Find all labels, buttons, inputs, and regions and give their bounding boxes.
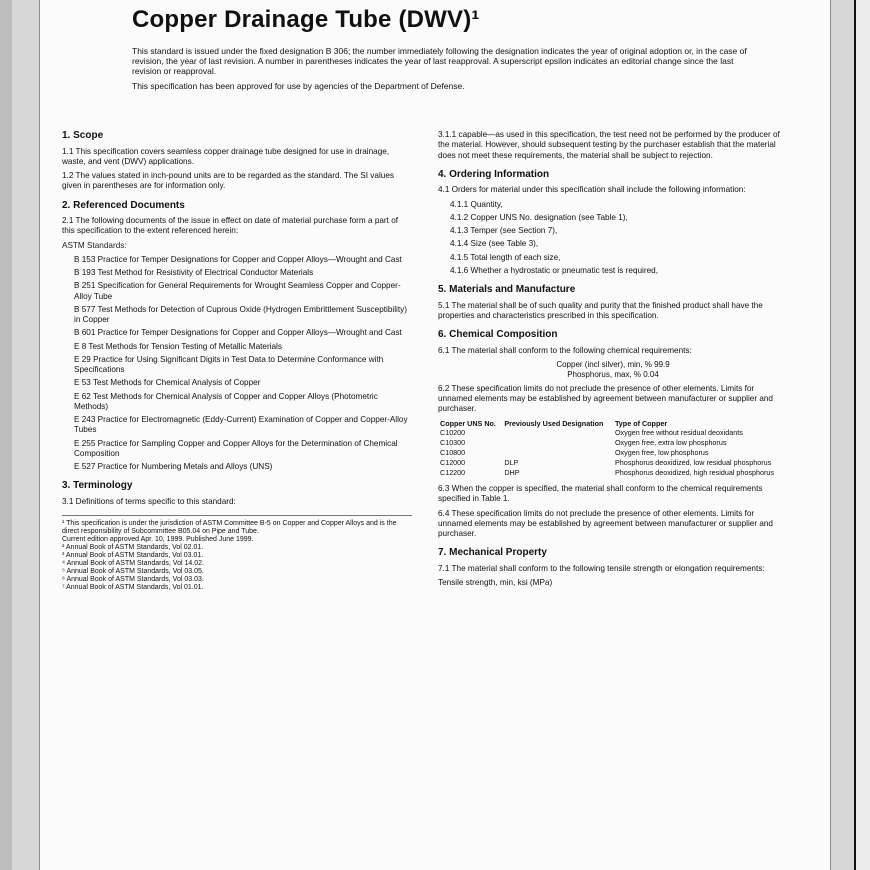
section-heading: 6. Chemical Composition — [438, 329, 558, 340]
section-materials-and-manufacture — [438, 284, 788, 321]
section-paragraph: Tensile strength, min, ksi (MPa) — [438, 578, 553, 588]
table-cell: C12000 — [440, 458, 466, 468]
footnote: Current edition approved Apr. 10, 1999. Published June 1999. — [62, 536, 254, 544]
table-header-cell: Type of Copper — [614, 418, 668, 428]
section-heading: 2. Referenced Documents — [62, 199, 185, 211]
reference-item: B 601 Practice for Temper Designations for Copper and Copper Alloys—Wrought and Cast — [74, 328, 402, 338]
footnote: ⁴ Annual Book of ASTM Standards, Vol 14.02. — [62, 560, 204, 568]
table-header-cell: Previously Used Designation — [504, 418, 604, 428]
table-cell: DHP — [504, 468, 520, 478]
section-paragraph: 6.4 These specification limits do not preclude the presence of other elements. Limits for unnamed elements may be established by agreement between manufacturer or supplier and purchaser. — [438, 508, 773, 539]
table-cell: Oxygen free, low phosphorus — [614, 448, 709, 458]
reference-item: B 193 Test Method for Resistivity of Electrical Conductor Materials — [74, 268, 314, 277]
footnote: ¹ This specification is under the jurisdiction of ASTM Committee B-5 on Copper and Copper Alloys and is the direct responsibility of Subcommittee B05.04 on Pipe and Tube. — [62, 520, 397, 536]
table-row — [438, 458, 788, 468]
section-scope — [62, 130, 412, 192]
table-row — [438, 468, 788, 478]
footnote: ³ Annual Book of ASTM Standards, Vol 03.01. — [62, 552, 204, 560]
section-paragraph: 6.2 These specification limits do not preclude the presence of other elements. Limits for unnamed elements may be established by agreement between manufacturer or supplier and purchaser. — [438, 383, 773, 414]
abstract — [132, 46, 752, 96]
section-heading: 5. Materials and Manufacture — [438, 284, 576, 295]
chemical-line: Phosphorus, max, % 0.04 — [567, 369, 659, 379]
reference-item: E 62 Test Methods for Chemical Analysis of Copper and Copper Alloys (Photometric Methods) — [74, 391, 378, 411]
table-header-row — [438, 419, 788, 429]
section-paragraph: 6.3 When the copper is specified, the material shall conform to the chemical requirements specified in Table 1. — [438, 484, 763, 504]
left-column — [62, 130, 412, 592]
section-heading: 3. Terminology — [62, 480, 133, 492]
table-row — [438, 448, 788, 458]
reference-item: E 243 Practice for Electromagnetic (Eddy-Current) Examination of Copper and Copper-Alloy Tubes — [74, 415, 408, 435]
copper-types-table — [438, 419, 788, 479]
section-heading: 7. Mechanical Property — [438, 547, 547, 559]
section-referenced-documents — [62, 200, 412, 473]
footnote: ⁷ Annual Book of ASTM Standards, Vol 01.01. — [62, 584, 204, 592]
left-scroll-rail[interactable] — [0, 0, 12, 870]
section-subheading: ASTM Standards: — [62, 240, 127, 250]
chemical-line: Copper (incl silver), min, % 99.9 — [556, 359, 670, 369]
ordering-item: 4.1.1 Quantity, — [450, 199, 503, 209]
abstract-paragraph-2: This specification has been approved for use by agencies of the Department of Defense. — [132, 81, 465, 92]
table-cell: C12200 — [440, 468, 466, 478]
section-paragraph: 1.2 The values stated in inch-pound units are to be regarded as the standard. The SI values given in parentheses are for information only. — [62, 171, 394, 191]
ordering-item: 4.1.6 Whether a hydrostatic or pneumatic test is required, — [450, 265, 658, 275]
section-heading: 1. Scope — [62, 130, 104, 141]
table-header-cell: Copper UNS No. — [440, 418, 496, 428]
reference-item: E 53 Test Methods for Chemical Analysis of Copper — [74, 378, 261, 388]
section-paragraph: 3.1.1 capable—as used in this specification, the test need not be performed by the producer of the material. However, should subsequent testing by the purchaser establish that the material does not meet these requirements, the material shall be subject to rejection. — [438, 130, 780, 160]
footnotes — [62, 515, 412, 592]
table-cell: Phosphorus deoxidized, high residual phosphorus — [614, 468, 774, 478]
section-paragraph: 2.1 The following documents of the issue in effect on date of material purchase form a part of this specification to the extent referenced herein: — [62, 216, 399, 236]
right-column — [438, 130, 788, 596]
table-row — [438, 428, 788, 438]
table-cell: Oxygen free without residual deoxidants — [614, 428, 743, 438]
section-heading: 4. Ordering Information — [438, 168, 550, 180]
table-row — [438, 438, 788, 448]
footnote: ⁵ Annual Book of ASTM Standards, Vol 03.05. — [62, 568, 204, 576]
right-scroll-rail[interactable] — [854, 0, 870, 870]
section-paragraph: 6.1 The material shall conform to the following chemical requirements: — [438, 345, 692, 355]
table-cell: C10800 — [440, 448, 466, 458]
section-paragraph: 7.1 The material shall conform to the following tensile strength or elongation requirements: — [438, 563, 765, 573]
document-page — [40, 0, 830, 870]
reference-item: B 251 Specification for General Requirements for Wrought Seamless Copper and Copper-Alloy Tube — [74, 281, 401, 301]
reference-item: B 577 Test Methods for Detection of Cuprous Oxide (Hydrogen Embrittlement Susceptibility) in Copper — [74, 304, 407, 324]
reference-item: E 8 Test Methods for Tension Testing of Metallic Materials — [74, 341, 282, 351]
section-chemical-composition — [438, 329, 788, 539]
table-cell: DLP — [504, 458, 519, 468]
abstract-paragraph-1: This standard is issued under the fixed designation B 306; the number immediately following the designation indicates the year of original adoption or, in the case of revision, the year of last revision. A number in parentheses indicates the year of last reapproval. A superscript epsilon indicates an editorial change since the last revision or reapproval. — [132, 46, 747, 77]
chemical-requirements — [438, 360, 788, 380]
reference-item: E 527 Practice for Numbering Metals and Alloys (UNS) — [74, 462, 273, 471]
section-mechanical-property — [438, 547, 788, 588]
section-paragraph: 5.1 The material shall be of such quality and purity that the finished product shall have the properties and characteristics prescribed in this specification. — [438, 300, 763, 320]
table-cell: C10300 — [440, 438, 466, 448]
section-paragraph: 3.1 Definitions of terms specific to this standard: — [62, 496, 236, 506]
reference-item: E 255 Practice for Sampling Copper and Copper Alloys for the Determination of Chemical Composition — [74, 438, 398, 458]
ordering-item: 4.1.2 Copper UNS No. designation (see Table 1), — [450, 212, 628, 222]
document-title: Copper Drainage Tube (DWV)¹ — [132, 6, 480, 33]
section-3-1-1 — [438, 130, 788, 161]
table-cell — [502, 448, 613, 458]
section-terminology — [62, 480, 412, 507]
reference-item: E 29 Practice for Using Significant Digits in Test Data to Determine Conformance with Specifications — [74, 354, 384, 374]
table-cell: Oxygen free, extra low phosphorus — [614, 438, 727, 448]
table-cell: C10200 — [440, 428, 466, 438]
table-cell — [502, 438, 613, 448]
ordering-item: 4.1.4 Size (see Table 3), — [450, 239, 539, 249]
ordering-item: 4.1.3 Temper (see Section 7), — [450, 226, 558, 235]
section-paragraph: 4.1 Orders for material under this specification shall include the following information: — [438, 185, 746, 195]
footnote: ⁶ Annual Book of ASTM Standards, Vol 03.03. — [62, 576, 204, 584]
reference-item: B 153 Practice for Temper Designations for Copper and Copper Alloys—Wrought and Cast — [74, 254, 402, 264]
footnote: ² Annual Book of ASTM Standards, Vol 02.01. — [62, 544, 204, 552]
ordering-item: 4.1.5 Total length of each size, — [450, 252, 561, 262]
section-paragraph: 1.1 This specification covers seamless copper drainage tube designed for use in drainage, waste, and vent (DWV) applications. — [62, 146, 390, 166]
table-cell: Phosphorus deoxidized, low residual phosphorus — [614, 458, 772, 468]
section-ordering-information — [438, 169, 788, 276]
table-cell — [502, 428, 613, 438]
